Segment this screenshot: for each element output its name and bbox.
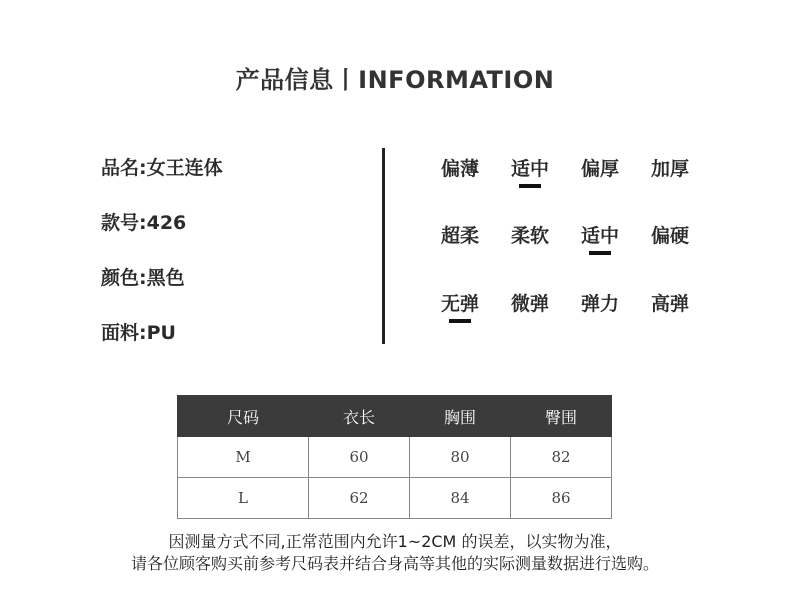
header-bust: 胸围 <box>410 396 511 437</box>
option-thickness-4: 加厚 <box>650 158 689 180</box>
option-softness-2: 柔软 <box>510 225 549 247</box>
option-elasticity-3: 弹力 <box>580 293 619 315</box>
table-row <box>178 478 612 519</box>
measurement-note-2: 请各位顾客购买前参考尺码表并结合身高等其他的实际测量数据进行选购。 <box>130 554 659 573</box>
option-softness-3: 适中 <box>580 225 619 247</box>
option-elasticity-1: 无弹 <box>440 293 479 315</box>
cell-bust: 84 <box>410 478 511 519</box>
cell-hip: 82 <box>511 437 612 478</box>
option-thickness-2: 适中 <box>510 158 549 180</box>
size-table-header <box>178 396 612 437</box>
option-softness-4: 偏硬 <box>650 225 689 247</box>
cell-bust: 80 <box>410 437 511 478</box>
page-title: 产品信息丨INFORMATION <box>235 66 555 94</box>
cell-hip: 86 <box>511 478 612 519</box>
option-thickness-1: 偏薄 <box>440 158 479 180</box>
header-size: 尺码 <box>178 396 309 437</box>
spec-product-name: 品名:女王连体 <box>101 157 223 179</box>
cell-length: 62 <box>309 478 410 519</box>
header-length: 衣长 <box>309 396 410 437</box>
table-row <box>178 437 612 478</box>
option-elasticity-4: 高弹 <box>650 293 689 315</box>
header-hip: 臀围 <box>511 396 612 437</box>
selected-marker-softness <box>589 251 611 255</box>
spec-model-number: 款号:426 <box>101 212 187 234</box>
spec-color: 颜色:黑色 <box>101 267 185 289</box>
measurement-note-1: 因测量方式不同,正常范围内允许1~2CM 的误差，以实物为准， <box>168 532 622 551</box>
cell-size: M <box>178 437 309 478</box>
option-elasticity-2: 微弹 <box>510 293 549 315</box>
size-table <box>177 395 612 519</box>
selected-marker-elasticity <box>449 319 471 323</box>
divider-line <box>382 148 385 344</box>
option-thickness-3: 偏厚 <box>580 158 619 180</box>
option-softness-1: 超柔 <box>440 225 479 247</box>
cell-size: L <box>178 478 309 519</box>
spec-fabric: 面料:PU <box>101 322 176 344</box>
cell-length: 60 <box>309 437 410 478</box>
selected-marker-thickness <box>519 184 541 188</box>
